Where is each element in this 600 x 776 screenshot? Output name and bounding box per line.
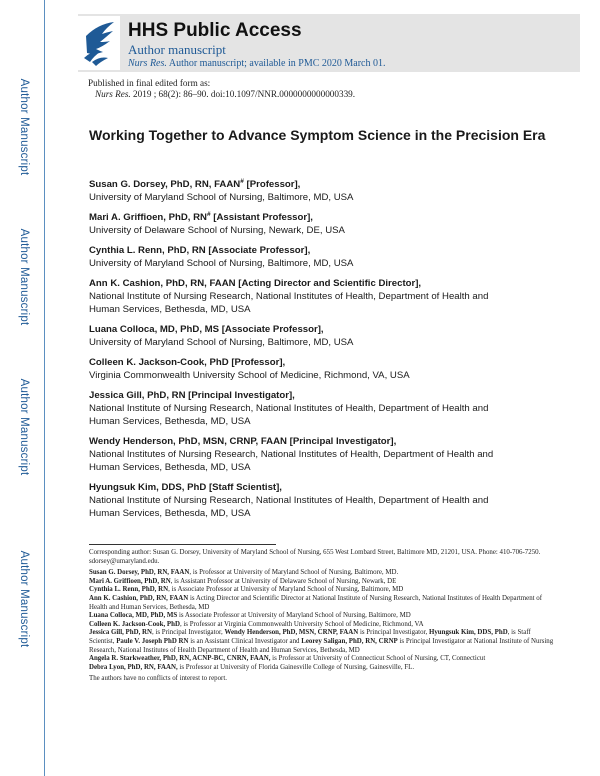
footnote: Jessica Gill, PhD, RN, is Principal Investigator, Wendy Henderson, PhD, MSN, CRNP, FAAN is Principal Investigator, Hyungsuk Kim, DDS, PhD, is Staff Scientist, Paule V. Joseph PhD RN is an Assistant Clinical Investigator and Leorey Saligan, PhD, RN, CRNP is Principal Investigator at National Institute of Nursing Research, National Institutes of Health Department of Health and Human Services, Bethesda, MD xyxy=(89,629,554,654)
author-affiliation: Human Services, Bethesda, MD, USA xyxy=(89,508,251,519)
author-name: Mari A. Griffioen, PhD, RN# [Assistant Professor], xyxy=(89,210,313,223)
footnote: The authors have no conflicts of interest to report. xyxy=(89,675,227,683)
side-label-author-manuscript: Author Manuscript xyxy=(18,550,30,648)
author-name: Hyungsuk Kim, DDS, PhD [Staff Scientist], xyxy=(89,482,282,493)
author-name: Wendy Henderson, PhD, MSN, CRNP, FAAN [Principal Investigator], xyxy=(89,436,397,447)
footnote: Corresponding author: Susan G. Dorsey, University of Maryland School of Nursing, 655 West Lombard Street, Baltimore MD, 21201, USA. Phone: 410-706-7250. sdorsey@umaryland.edu. xyxy=(89,549,541,565)
footnote: Mari A. Griffioen, PhD, RN, is Assistant Professor at University of Delaware School of Nursing, Newark, DE xyxy=(89,577,397,585)
footnote: Cynthia L. Renn, PhD, RN, is Associate Professor at University of Maryland School of Nursing, Baltimore, MD xyxy=(89,586,404,594)
author-entry xyxy=(89,389,559,428)
author-affiliation: University of Maryland School of Nursing, Baltimore, MD, USA xyxy=(89,258,354,269)
footnote: Debra Lyon, PhD, RN, FAAN, is Professor at University of Florida Gainesville College of Nursing, Gainesville, FL. xyxy=(89,663,415,671)
footnote: Ann K. Cashion, PhD, RN, FAAN is Acting Director and Scientific Director at National Institute of Nursing Research, National Institutes of Health Department of Health and Human Services, Bethesda, MD xyxy=(89,594,543,611)
author-name: Luana Colloca, MD, PhD, MS [Associate Professor], xyxy=(89,324,324,335)
footnotes xyxy=(89,549,557,684)
author-name: Cynthia L. Renn, PhD, RN [Associate Professor], xyxy=(89,245,311,256)
author-affiliation: University of Maryland School of Nursing, Baltimore, MD, USA xyxy=(89,192,354,203)
author-entry xyxy=(89,244,559,270)
author-name: Colleen K. Jackson-Cook, PhD [Professor], xyxy=(89,357,286,368)
author-entry xyxy=(89,356,559,382)
author-affiliation: National Institute of Nursing Research, National Institutes of Health, Department of Health and xyxy=(89,291,489,302)
author-entry xyxy=(89,435,559,474)
author-affiliation: Human Services, Bethesda, MD, USA xyxy=(89,304,251,315)
author-list xyxy=(89,178,559,527)
author-affiliation: University of Delaware School of Nursing, Newark, DE, USA xyxy=(89,225,345,236)
journal-availability-note: Nurs Res. Author manuscript; available in PMC 2020 March 01. xyxy=(128,58,386,69)
footnote: Angela R. Starkweather, PhD, RN, ACNP-BC, CNRN, FAAN, is Professor at University of Connecticut School of Nursing, CT, Connecticut xyxy=(89,655,486,663)
side-label-author-manuscript: Author Manuscript xyxy=(18,228,30,326)
author-entry xyxy=(89,277,559,316)
author-manuscript-label: Author manuscript xyxy=(128,42,226,57)
author-affiliation: National Institutes of Nursing Research, National Institutes of Health, Department of Health and xyxy=(89,449,494,460)
author-affiliation: Virginia Commonwealth University School of Medicine, Richmond, VA, USA xyxy=(89,370,410,381)
side-label-author-manuscript: Author Manuscript xyxy=(18,378,30,476)
hhs-public-access-title: HHS Public Access xyxy=(128,20,302,41)
side-rule xyxy=(44,0,45,776)
author-entry xyxy=(89,323,559,349)
author-entry xyxy=(89,481,559,520)
article-title: Working Together to Advance Symptom Science in the Precision Era xyxy=(89,127,546,143)
author-name: Susan G. Dorsey, PhD, RN, FAAN# [Professor], xyxy=(89,177,301,190)
author-name: Ann K. Cashion, PhD, RN, FAAN [Acting Director and Scientific Director], xyxy=(89,278,422,289)
author-affiliation: Human Services, Bethesda, MD, USA xyxy=(89,462,251,473)
published-form-label: Published in final edited form as: xyxy=(88,78,211,88)
author-affiliation: University of Maryland School of Nursing, Baltimore, MD, USA xyxy=(89,337,354,348)
footnote: Susan G. Dorsey, PhD, RN, FAAN, is Professor at University of Maryland School of Nursing, Baltimore, MD. xyxy=(89,569,399,577)
footnote: Colleen K. Jackson-Cook, PhD, is Professor at Virginia Commonwealth University School of Medicine, Richmond, VA xyxy=(89,620,424,628)
author-affiliation: National Institute of Nursing Research, National Institutes of Health, Department of Health and xyxy=(89,403,489,414)
author-entry xyxy=(89,178,559,204)
author-affiliation: National Institute of Nursing Research, National Institutes of Health, Department of Health and xyxy=(89,495,489,506)
footnote: Luana Colloca, MD, PhD, MS is Associate Professor at University of Maryland School of Nursing, Baltimore, MD xyxy=(89,612,411,620)
hhs-eagle-logo-icon xyxy=(78,16,120,70)
author-entry xyxy=(89,211,559,237)
footnote-divider xyxy=(89,544,276,545)
author-affiliation: Human Services, Bethesda, MD, USA xyxy=(89,416,251,427)
author-name: Jessica Gill, PhD, RN [Principal Investigator], xyxy=(89,390,295,401)
citation: Nurs Res. 2019 ; 68(2): 86–90. doi:10.1097/NNR.0000000000000339. xyxy=(95,89,356,99)
side-label-author-manuscript: Author Manuscript xyxy=(18,78,30,176)
